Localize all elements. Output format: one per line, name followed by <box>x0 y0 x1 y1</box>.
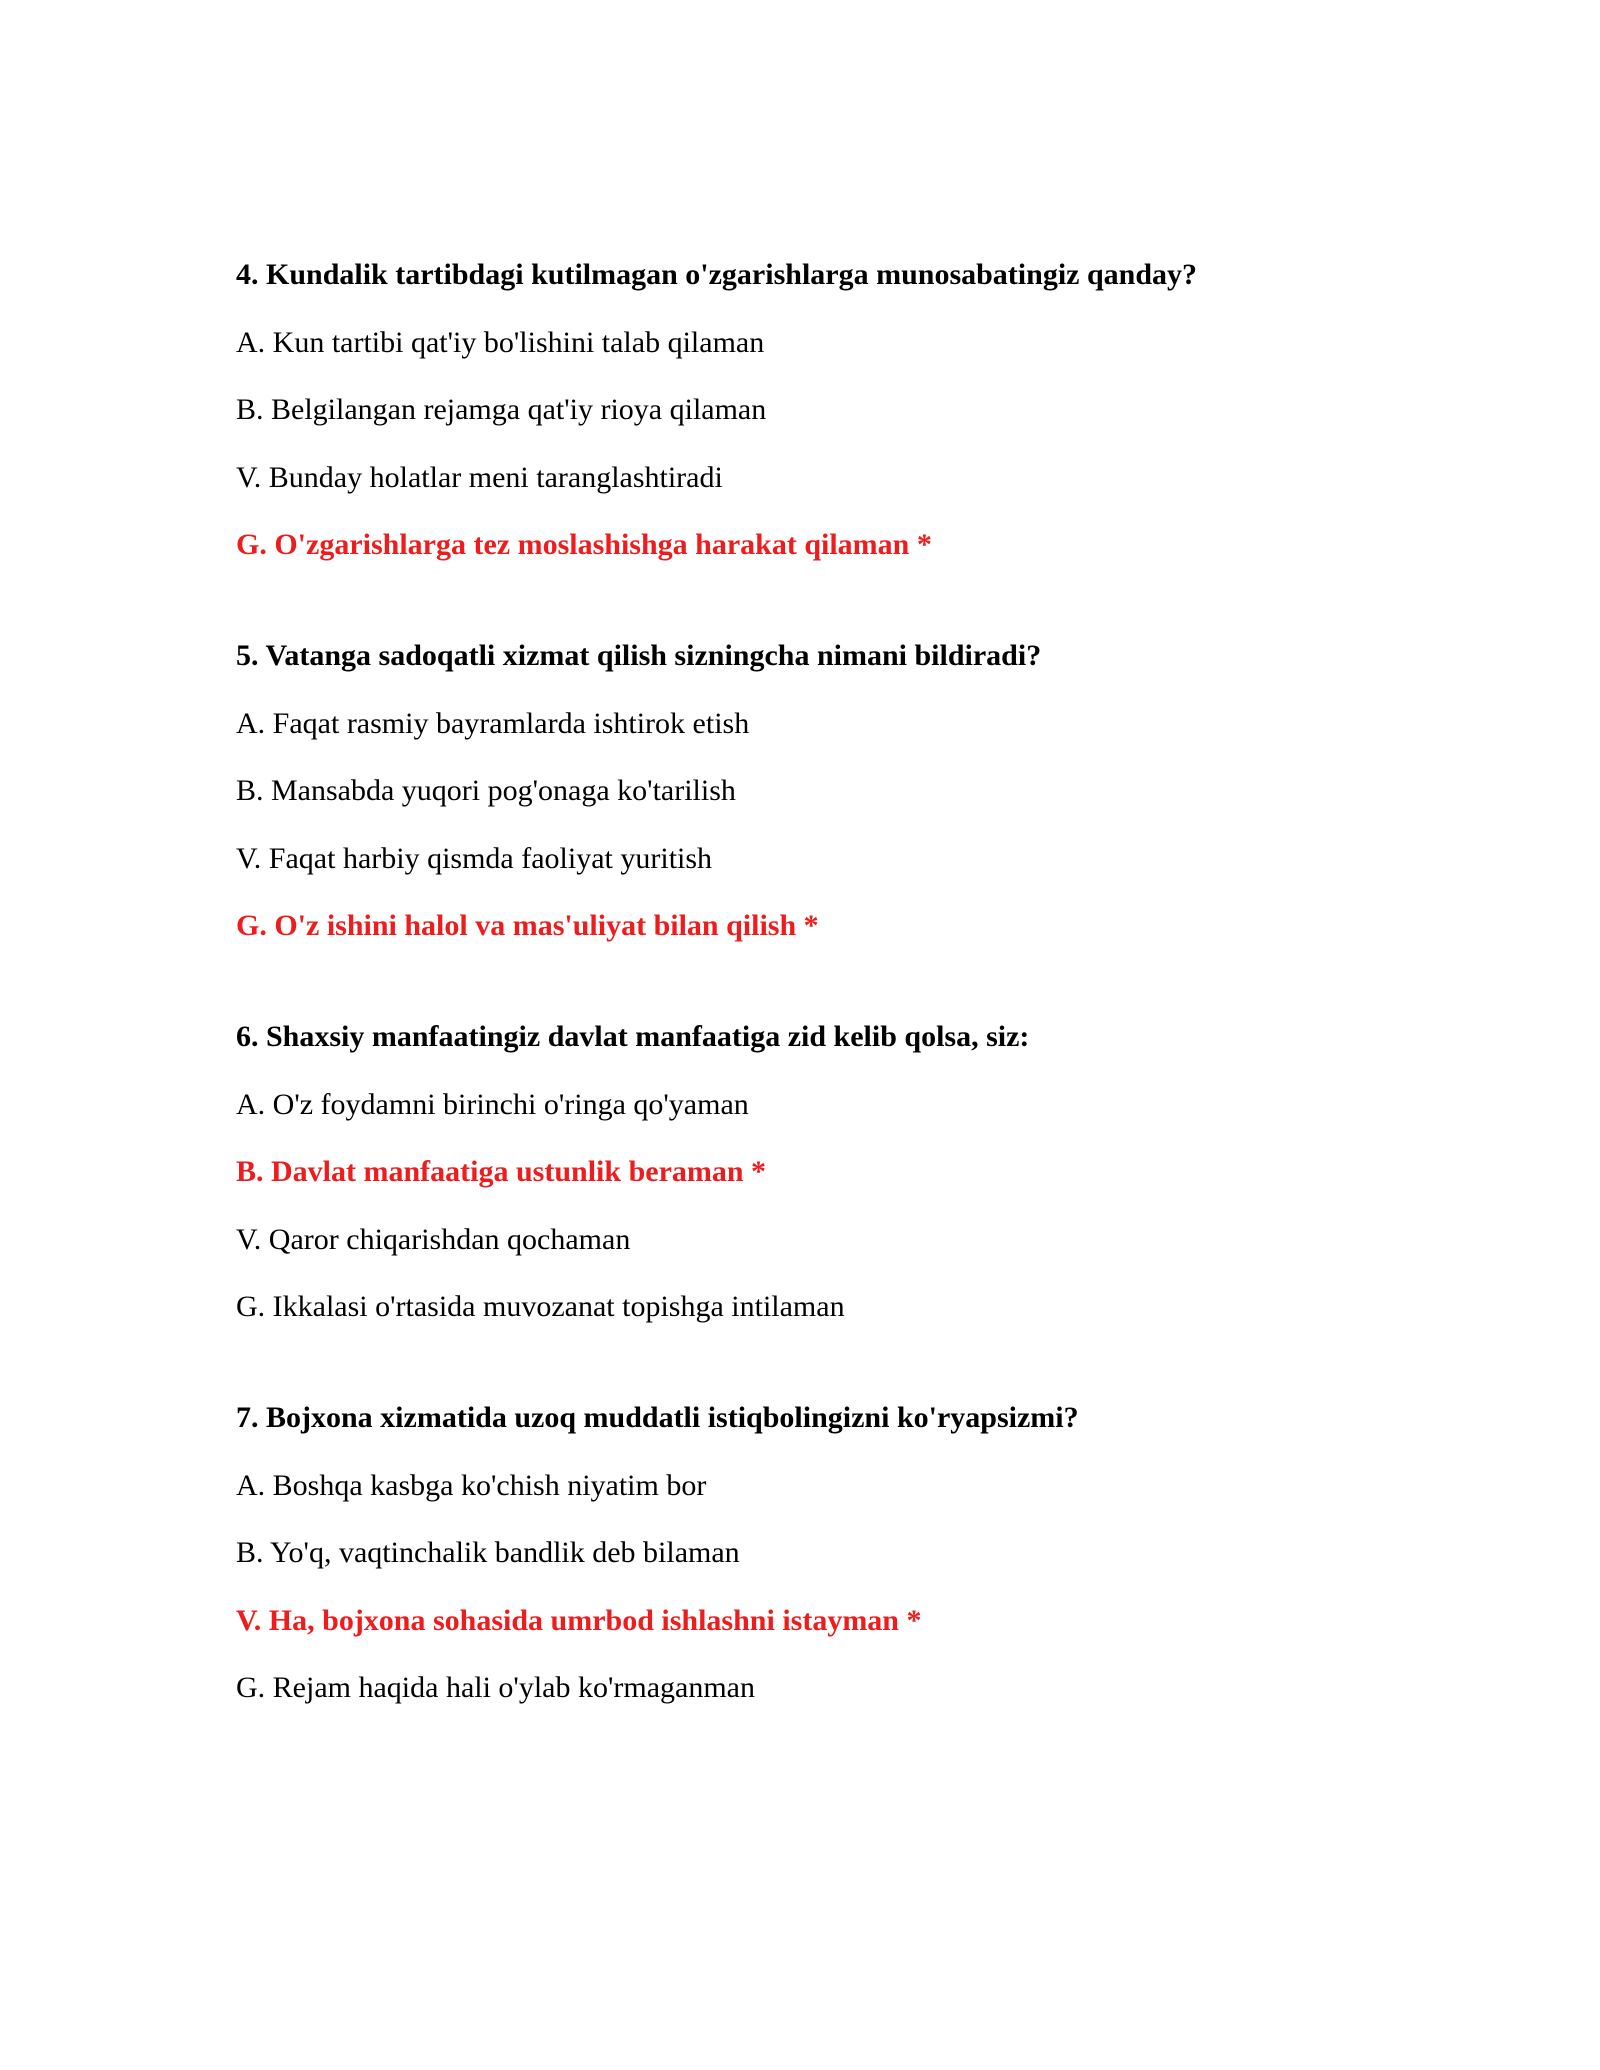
question-block <box>236 1397 1436 1709</box>
answer-option: G. Rejam haqida hali o'ylab ko'rmaganman <box>236 1671 755 1704</box>
answer-option: A. Faqat rasmiy bayramlarda ishtirok etish <box>236 706 750 740</box>
correct-answer-option: V. Ha, bojxona sohasida umrbod ishlashni istayman * <box>236 1603 922 1637</box>
answer-option: B. Belgilangan rejamga qat'iy rioya qilaman <box>236 393 767 426</box>
question-block <box>236 1016 1436 1328</box>
answer-option: G. Ikkalasi o'rtasida muvozanat topishga intilaman <box>236 1290 845 1323</box>
quiz-content <box>236 254 1436 1778</box>
answer-option: A. O'z foydamni birinchi o'ringa qo'yaman <box>236 1087 749 1121</box>
question-block <box>236 254 1436 566</box>
answer-option: B. Mansabda yuqori pog'onaga ko'tarilish <box>236 774 736 807</box>
answer-option: V. Faqat harbiy qismda faoliyat yuritish <box>236 841 713 875</box>
answer-option: V. Qaror chiqarishdan qochaman <box>236 1222 631 1256</box>
question-text: 4. Kundalik tartibdagi kutilmagan o'zgarishlarga munosabatingiz qanday? <box>236 258 1198 291</box>
question-text: 5. Vatanga sadoqatli xizmat qilish sizningcha nimani bildiradi? <box>236 639 1042 672</box>
correct-answer-option: B. Davlat manfaatiga ustunlik beraman * <box>236 1155 767 1188</box>
answer-option: A. Kun tartibi qat'iy bo'lishini talab qilaman <box>236 325 765 359</box>
correct-answer-option: G. O'zgarishlarga tez moslashishga harakat qilaman * <box>236 528 932 561</box>
question-text: 6. Shaxsiy manfaatingiz davlat manfaatiga zid kelib qolsa, siz: <box>236 1020 1030 1053</box>
answer-option: A. Boshqa kasbga ko'chish niyatim bor <box>236 1468 707 1502</box>
answer-option: V. Bunday holatlar meni taranglashtiradi <box>236 460 723 494</box>
question-block <box>236 635 1436 947</box>
answer-option: B. Yo'q, vaqtinchalik bandlik deb bilaman <box>236 1536 740 1569</box>
correct-answer-option: G. O'z ishini halol va mas'uliyat bilan qilish * <box>236 909 819 942</box>
question-text: 7. Bojxona xizmatida uzoq muddatli istiqbolingizni ko'ryapsizmi? <box>236 1401 1079 1434</box>
